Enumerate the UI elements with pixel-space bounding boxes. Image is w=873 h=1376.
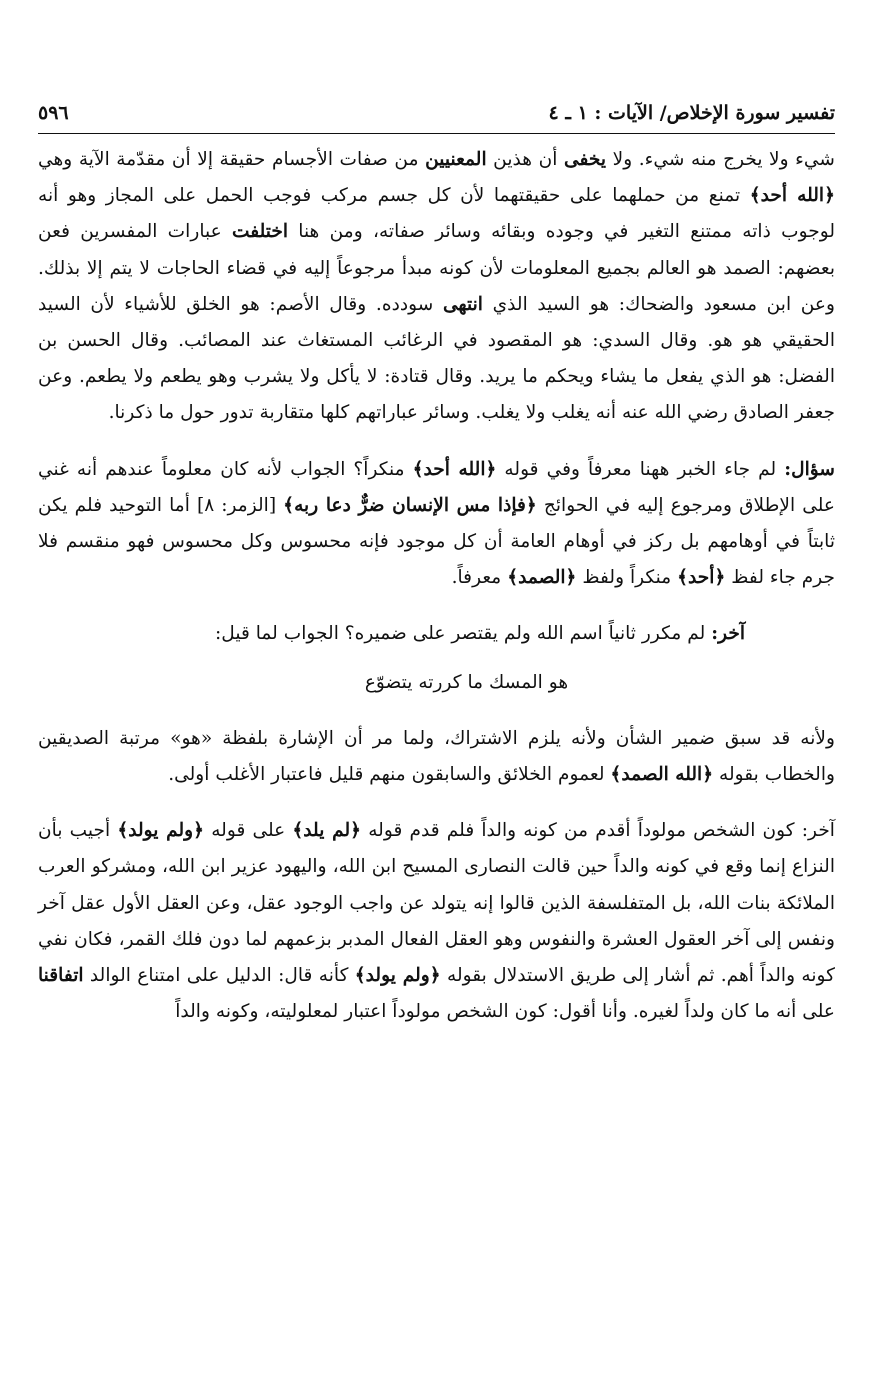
text-run: لم مكرر ثانياً اسم الله ولم يقتصر على ضميره؟ الجواب لما قيل: xyxy=(215,623,712,645)
text-run: تمنع من حملهما على حقيقتهما لأن كل جسم مركب فوجب الحمل على المجاز وهو أنه لوجوب ذاته ممتنع التغير في وجوده وبقائه وسائر صفاته، ومن هنا xyxy=(38,185,835,243)
text-run: لعموم الخلائق والسابقون منهم قليل فاعتبار الأغلب أولى. xyxy=(168,764,611,786)
text-run: على أنه ما كان ولداً لغيره. وأنا أقول: كون الشخص مولوداً اعتبار لمعلوليته، وكونه والداً xyxy=(175,1001,835,1023)
text-run: من صفات الأجسام حقيقة إلا أن مقدّمة الآية وهي xyxy=(38,149,426,170)
emphasized-text: ﴿فإذا مس الإنسان ضرٌّ دعا ربه﴾ xyxy=(283,494,537,516)
emphasized-text: انتهى xyxy=(442,293,483,315)
paragraph-1 xyxy=(38,142,835,432)
text-run: منكراً ولفظ xyxy=(576,567,678,589)
poetry-verse xyxy=(38,665,835,701)
text-run: هو المسك ما كررته يتضوّع xyxy=(364,671,569,693)
emphasized-text: المعنيين xyxy=(425,149,487,170)
text-run: ولأنه قد سبق ضمير الشأن ولأنه يلزم الاشتراك، ولما مر أن الإشارة بلفظة «هو» مرتبة الصديقين والخطاب بقوله xyxy=(38,727,835,786)
page-number: ٥٩٦ xyxy=(38,102,69,124)
text-run: كأنه قال: الدليل على امتناع الوالد xyxy=(83,965,355,987)
text-run: سودده. وقال الأصم: هو الخلق للأشياء لأن السيد الحقيقي هو هو. وقال السدي: هو المقصود في الرغائب المستغاث عند المصائب. وقال الحسن بن الفضل: هو الذي يفعل ما يشاء ويحكم ما يريد. وقال قتادة: لا يأكل ولا يشرب وهو يطعم ولا يطعم. وعن جعفر الصادق رضي الله عنه أنه يغلب ولا يغلب. وسائر عباراتهم كلها متقاربة تدور حول ما ذكرنا. xyxy=(38,293,835,424)
emphasized-text: اتفاقنا xyxy=(38,965,84,987)
emphasized-text: اختلفت xyxy=(231,221,289,243)
text-run: شيء ولا يخرج منه شيء. ولا xyxy=(606,149,835,170)
text-run: [الزمر: ٨] أما التوحيد فلم يكن ثابتاً في أوهامهم بل ركز في أوهام العامة أن كل موجود فإنه محسوس وكل محسوس فهو منقسم فلا جرم جاء لفظ xyxy=(38,494,835,589)
text-run: منكراً؟ الجواب لأنه كان معلوماً عندهم أنه غني على الإطلاق ومرجوع إليه في الحوائج xyxy=(38,458,835,516)
text-run: لم جاء الخبر ههنا معرفاً وفي قوله xyxy=(496,458,785,480)
emphasized-text: ﴿الله أحد﴾ xyxy=(749,185,835,207)
emphasized-text: ﴿أحد﴾ xyxy=(677,567,726,589)
emphasized-text: ﴿الله الصمد﴾ xyxy=(610,764,714,786)
paragraph-question xyxy=(38,452,835,597)
running-title: تفسير سورة الإخلاص/ الآيات : ١ ـ ٤ xyxy=(548,102,835,124)
emphasized-text: ﴿ولم يولد﴾ xyxy=(354,965,441,987)
text-run: أن هذين xyxy=(486,149,564,170)
paragraph-5 xyxy=(38,813,835,1030)
header-rule xyxy=(38,133,835,134)
page-body xyxy=(38,142,835,1030)
text-run: أجيب بأن النزاع إنما وقع في كونه والداً حين قالت النصارى المسيح ابن الله، واليهود عزير ابن الله، ومشركو العرب الملائكة بنات الله، بل المتفلسفة الذين قالوا إنه يتولد عن واجب الوجود عقل، وعن العقل الأول عقل آخر ونفس إلى آخر العقول العشرة والنفوس وهو العقل الفعال المدبر بزعمهم لما دون فلك القمر، فكان نفي كونه والداً أهم. ثم أشار إلى طريق الاستدلال بقوله xyxy=(38,820,835,987)
text-run: عبارات المفسرين فعن بعضهم: الصمد هو العالم بجميع المعلومات لأن كونه مبدأ مرجوعاً إليه في قضاء الحاجات لا يتم إلا بذلك. وعن ابن مسعود والضحاك: هو السيد الذي xyxy=(38,221,835,315)
emphasized-text: ﴿الله أحد﴾ xyxy=(412,458,497,480)
text-run: معرفاً. xyxy=(451,567,508,589)
emphasized-text: ﴿لم يلد﴾ xyxy=(292,820,362,842)
running-header xyxy=(38,96,835,130)
emphasized-text: ﴿ولم يولد﴾ xyxy=(117,820,205,842)
text-run: آخر: كون الشخص مولوداً أقدم من كونه والداً فلم قدم قوله xyxy=(361,820,835,842)
emphasized-text: يخفى xyxy=(563,149,607,170)
emphasized-text: ﴿الصمد﴾ xyxy=(507,567,577,589)
paragraph-another-question xyxy=(38,616,835,652)
emphasized-text: آخر: xyxy=(711,623,745,645)
text-run: على قوله xyxy=(204,820,293,842)
emphasized-text: سؤال: xyxy=(784,458,835,480)
paragraph-4 xyxy=(38,721,835,793)
